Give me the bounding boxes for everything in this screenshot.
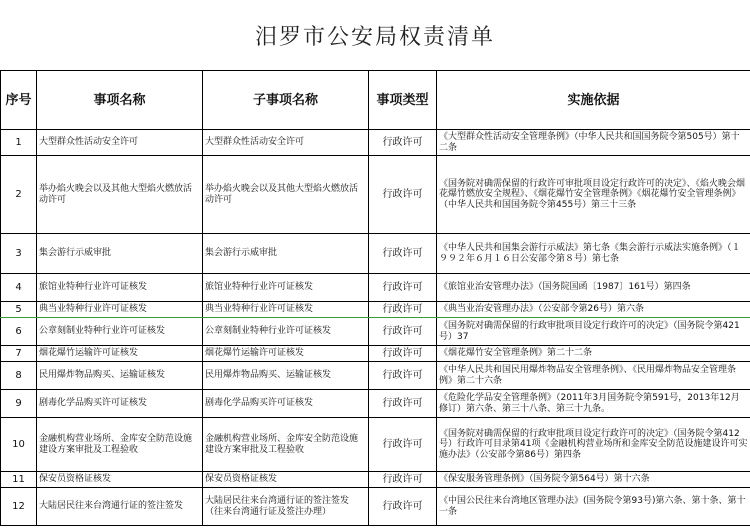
- table-row: [1, 274, 750, 302]
- page-title: 汨罗市公安局权责清单: [0, 0, 750, 71]
- row-type: 行政许可: [369, 302, 437, 318]
- row-subname: 举办焰火晚会以及其他大型焰火燃放活动许可: [203, 156, 369, 234]
- row-basis: 《中华人民共和国民用爆炸物品安全管理条例》、《民用爆炸物品安全管理条例》第二十六条: [437, 362, 750, 390]
- row-name: 大型群众性活动安全许可: [37, 130, 203, 156]
- row-basis: 《中华人民共和国集会游行示威法》第七条《集会游行示威法实施条例》（１９９２年６月１６日公安部令第８号）第七条: [437, 234, 750, 274]
- row-subname: 大陆居民往来台湾通行证的签注签发（往来台湾通行证及签注办理）: [203, 488, 369, 526]
- row-subname: 集会游行示威审批: [203, 234, 369, 274]
- row-basis: 《中国公民往来台湾地区管理办法》(国务院令第93号)第六条、第十条、第十一条: [437, 488, 750, 526]
- table-row: [1, 390, 750, 418]
- row-no: 10: [1, 418, 37, 472]
- row-subname: 保安员资格证核发: [203, 472, 369, 488]
- row-type: 行政许可: [369, 472, 437, 488]
- table-row: [1, 318, 750, 346]
- row-no: 4: [1, 274, 37, 302]
- table-row: [1, 302, 750, 318]
- row-no: 11: [1, 472, 37, 488]
- row-name: 民用爆炸物品购买、运输证核发: [37, 362, 203, 390]
- row-no: 9: [1, 390, 37, 418]
- row-type: 行政许可: [369, 346, 437, 362]
- row-no: 7: [1, 346, 37, 362]
- row-subname: 民用爆炸物品购买、运输证核发: [203, 362, 369, 390]
- column-header-subname: 子事项名称: [203, 71, 369, 130]
- table-row: [1, 346, 750, 362]
- row-subname: 公章刻制业特种行业许可证核发: [203, 318, 369, 346]
- row-no: 2: [1, 156, 37, 234]
- row-name: 典当业特种行业许可证核发: [37, 302, 203, 318]
- row-no: 6: [1, 318, 37, 346]
- row-basis: 《典当业治安管理办法》（公安部令第26号）第六条: [437, 302, 750, 318]
- row-subname: 剧毒化学品购买许可证核发: [203, 390, 369, 418]
- duties-table: [0, 70, 750, 526]
- table-row: [1, 472, 750, 488]
- row-type: 行政许可: [369, 390, 437, 418]
- row-subname: 典当业特种行业许可证核发: [203, 302, 369, 318]
- row-name: 剧毒化学品购买许可证核发: [37, 390, 203, 418]
- row-name: 集会游行示威审批: [37, 234, 203, 274]
- table-row: [1, 418, 750, 472]
- table-row: [1, 488, 750, 526]
- row-basis: 《国务院对确需保留的行政审批项目设定行政许可的决定》（国务院令第421号）37: [437, 318, 750, 346]
- row-type: 行政许可: [369, 156, 437, 234]
- row-subname: 旅馆业特种行业许可证核发: [203, 274, 369, 302]
- row-type: 行政许可: [369, 274, 437, 302]
- row-name: 烟花爆竹运输许可证核发: [37, 346, 203, 362]
- table-row: [1, 156, 750, 234]
- row-basis: 《烟花爆竹安全管理条例》第二十二条: [437, 346, 750, 362]
- column-header-name: 事项名称: [37, 71, 203, 130]
- row-basis: 《危险化学品安全管理条例》（2011年3月国务院令第591号，2013年12月修订）第六条、第三十八条、第三十九条。: [437, 390, 750, 418]
- table-row: [1, 234, 750, 274]
- row-no: 8: [1, 362, 37, 390]
- row-name: 旅馆业特种行业许可证核发: [37, 274, 203, 302]
- row-name: 保安员资格证核发: [37, 472, 203, 488]
- row-type: 行政许可: [369, 234, 437, 274]
- column-header-no: 序号: [1, 71, 37, 130]
- row-no: 1: [1, 130, 37, 156]
- row-subname: 金融机构营业场所、金库安全防范设施建设方案审批及工程验收: [203, 418, 369, 472]
- row-name: 举办焰火晚会以及其他大型焰火燃放活动许可: [37, 156, 203, 234]
- column-header-type: 事项类型: [369, 71, 437, 130]
- row-no: 12: [1, 488, 37, 526]
- row-name: 金融机构营业场所、金库安全防范设施建设方案审批及工程验收: [37, 418, 203, 472]
- table-row: [1, 362, 750, 390]
- row-basis: 《大型群众性活动安全管理条例》（中华人民共和国国务院令第505号）第十二条: [437, 130, 750, 156]
- row-basis: 《保安服务管理条例》（国务院令第564号）第十六条: [437, 472, 750, 488]
- row-subname: 烟花爆竹运输许可证核发: [203, 346, 369, 362]
- table-row: [1, 130, 750, 156]
- row-subname: 大型群众性活动安全许可: [203, 130, 369, 156]
- row-basis: 《国务院对确需保留的行政许可审批项目设定行政许可的决定》、《焰火晚会烟花爆竹燃放安全规程》、《烟花爆竹安全管理条例》《烟花爆竹安全管理条例》（中华人民共和国国务院令第455号）第三十三条: [437, 156, 750, 234]
- row-type: 行政许可: [369, 362, 437, 390]
- row-type: 行政许可: [369, 318, 437, 346]
- row-type: 行政许可: [369, 130, 437, 156]
- row-basis: 《国务院对确需保留的行政审批项目设定行政许可的决定》（国务院令第412号）行政许可目录第41项《金融机构营业场所和金库安全防范设施建设许可实施办法》（公安部令第86号）第四条: [437, 418, 750, 472]
- row-no: 5: [1, 302, 37, 318]
- row-type: 行政许可: [369, 418, 437, 472]
- row-name: 公章刻制业特种行业许可证核发: [37, 318, 203, 346]
- row-no: 3: [1, 234, 37, 274]
- row-name: 大陆居民往来台湾通行证的签注签发: [37, 488, 203, 526]
- column-header-basis: 实施依据: [437, 71, 750, 130]
- row-type: 行政许可: [369, 488, 437, 526]
- table-header-row: [1, 71, 750, 130]
- row-basis: 《旅馆业治安管理办法》（国务院国函〔1987〕161号）第四条: [437, 274, 750, 302]
